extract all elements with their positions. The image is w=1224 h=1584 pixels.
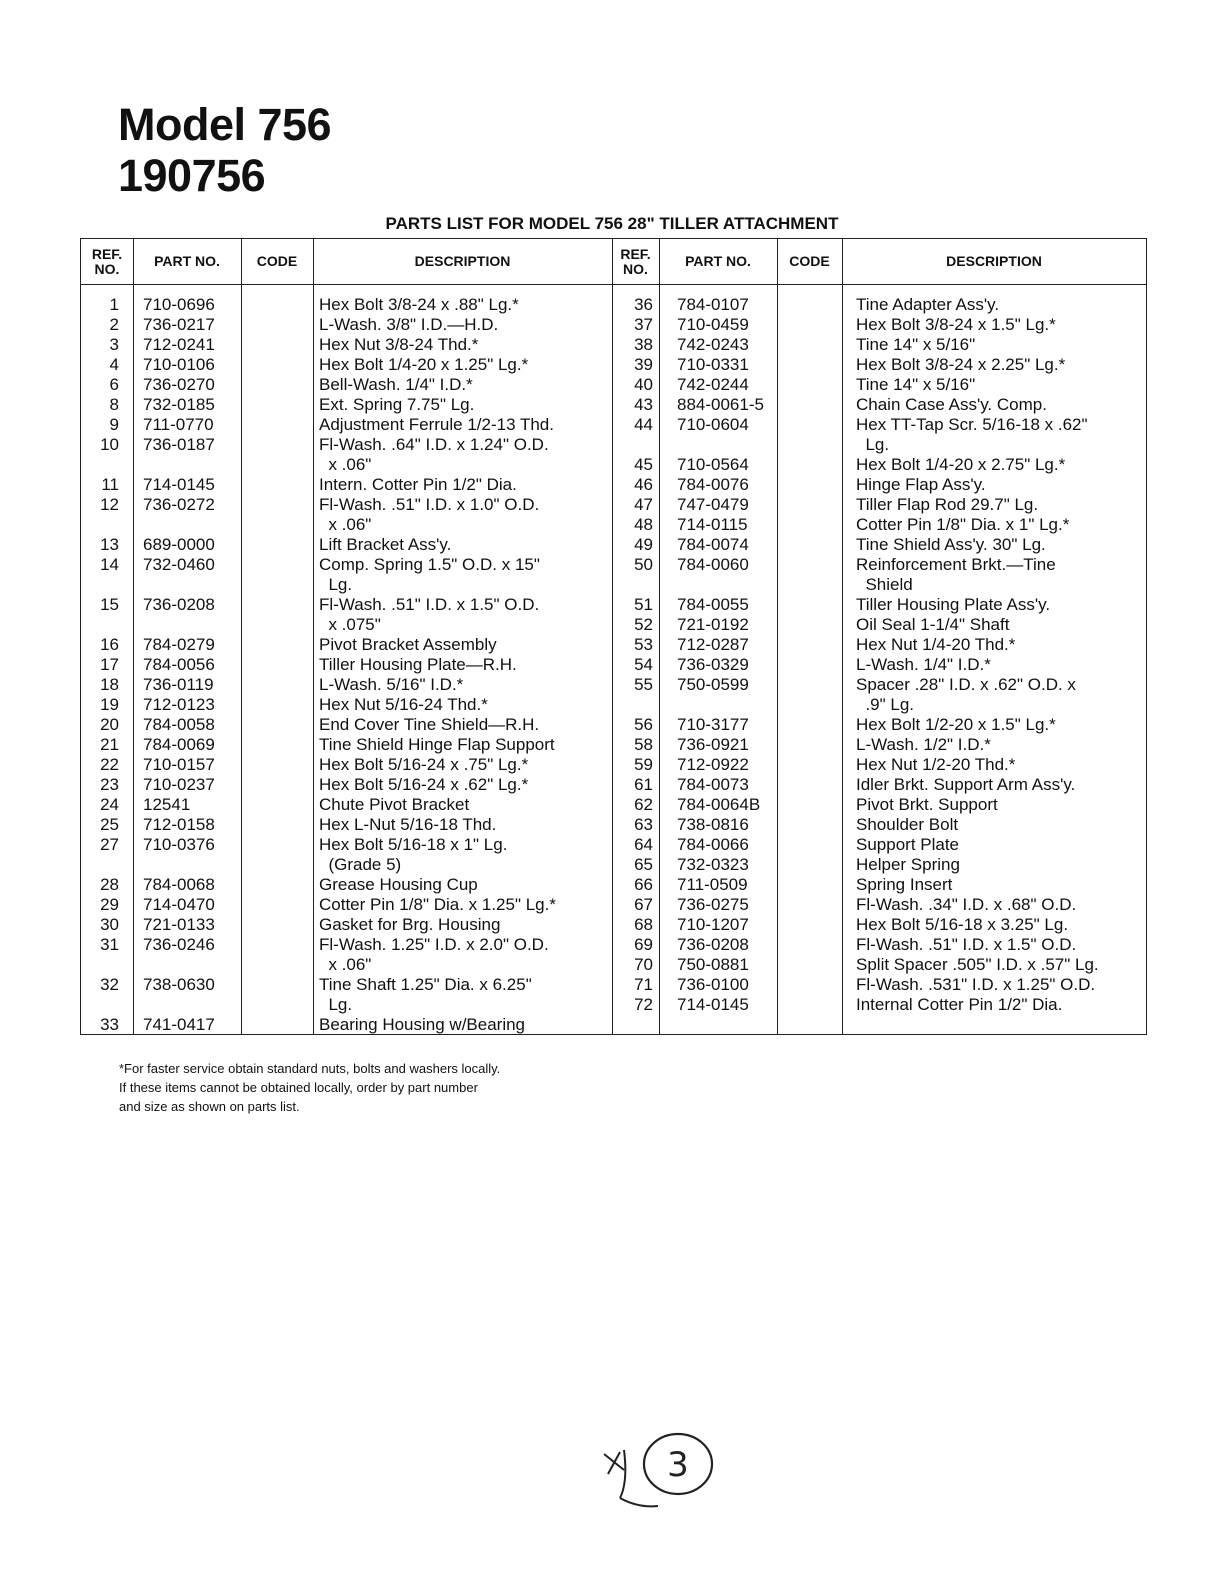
ref-no xyxy=(81,955,119,975)
ref-no: 29 xyxy=(100,895,119,914)
part-no: 784-0064B xyxy=(677,795,761,814)
part-no: 736-0208 xyxy=(143,595,215,614)
part-description: Fl-Wash. .51" I.D. x 1.0" O.D. xyxy=(319,495,540,514)
part-no: 736-0329 xyxy=(677,655,749,674)
part-no: 732-0185 xyxy=(143,395,215,414)
part-no xyxy=(677,575,775,595)
part-description: Helper Spring xyxy=(856,855,960,874)
part-no: 784-0060 xyxy=(677,555,749,574)
parts-list-heading: PARTS LIST FOR MODEL 756 28" TILLER ATTACHMENT xyxy=(385,214,839,233)
ref-no: 21 xyxy=(100,735,119,754)
part-no: 732-0323 xyxy=(677,855,749,874)
part-description: Tine 14" x 5/16" xyxy=(856,375,976,394)
ref-no: 9 xyxy=(109,415,119,434)
part-no: 710-0459 xyxy=(677,315,749,334)
part-description: (Grade 5) xyxy=(319,855,402,874)
column-rule xyxy=(133,239,134,1034)
ref-no: 53 xyxy=(634,635,653,654)
ref-no: 31 xyxy=(100,935,119,954)
part-no xyxy=(143,455,239,475)
ref-no: 27 xyxy=(100,835,119,854)
part-description: L-Wash. 5/16" I.D.* xyxy=(319,675,464,694)
part-description: Fl-Wash. .531" I.D. x 1.25" O.D. xyxy=(856,975,1096,994)
part-no: 741-0417 xyxy=(143,1015,215,1034)
ref-no: 54 xyxy=(634,655,653,674)
footnote xyxy=(119,1059,679,1116)
ref-no: 4 xyxy=(109,355,119,374)
ref-no xyxy=(81,515,119,535)
footnote-line: *For faster service obtain standard nuts, bolts and washers locally. xyxy=(119,1061,501,1076)
part-description: Lg. xyxy=(319,995,353,1014)
part-description: Intern. Cotter Pin 1/2" Dia. xyxy=(319,475,517,494)
part-description: Hex Bolt 3/8-24 x 2.25" Lg.* xyxy=(856,355,1066,374)
part-no: 884-0061-5 xyxy=(677,395,764,414)
part-no: 712-0158 xyxy=(143,815,215,834)
part-description: Support Plate xyxy=(856,835,960,854)
part-no: 784-0066 xyxy=(677,835,749,854)
part-no: 714-0145 xyxy=(677,995,749,1014)
model-title: Model 756 xyxy=(118,99,332,150)
description-column-right xyxy=(856,295,1144,1015)
part-description: Lift Bracket Ass'y. xyxy=(319,535,452,554)
ref-no: 52 xyxy=(634,615,653,634)
part-no: 710-0331 xyxy=(677,355,749,374)
part-no: 711-0509 xyxy=(677,875,748,894)
part-no: 736-0119 xyxy=(143,675,214,694)
part-no: 712-0922 xyxy=(677,755,749,774)
part-no: 784-0068 xyxy=(143,875,215,894)
part-column-left xyxy=(143,295,239,1035)
ref-no: 67 xyxy=(634,895,653,914)
ref-no: 45 xyxy=(634,455,653,474)
part-description: Fl-Wash. .51" I.D. x 1.5" O.D. xyxy=(856,935,1077,954)
part-no: 710-1207 xyxy=(677,915,749,934)
model-number: 190756 xyxy=(118,150,266,201)
ref-no: 72 xyxy=(634,995,653,1014)
part-description: Tiller Flap Rod 29.7" Lg. xyxy=(856,495,1039,514)
part-no: 784-0279 xyxy=(143,635,215,654)
part-description: Hex Bolt 1/4-20 x 2.75" Lg.* xyxy=(856,455,1066,474)
part-description: L-Wash. 1/4" I.D.* xyxy=(856,655,991,674)
part-no xyxy=(677,435,775,455)
part-description: Reinforcement Brkt.—Tine xyxy=(856,555,1056,574)
part-description: Fl-Wash. .34" I.D. x .68" O.D. xyxy=(856,895,1077,914)
part-description: Adjustment Ferrule 1/2-13 Thd. xyxy=(319,415,554,434)
part-no: 750-0599 xyxy=(677,675,749,694)
ref-no: 11 xyxy=(101,475,119,494)
parts-table xyxy=(80,238,1147,1035)
header-code-right: CODE xyxy=(777,239,842,285)
ref-no: 1 xyxy=(109,295,119,314)
ref-no: 12 xyxy=(100,495,119,514)
part-no xyxy=(143,575,239,595)
part-no: 736-0217 xyxy=(143,315,215,334)
ref-no: 46 xyxy=(634,475,653,494)
part-no: 784-0076 xyxy=(677,475,749,494)
part-description: x .06" xyxy=(319,515,372,534)
ref-no: 55 xyxy=(634,675,653,694)
ref-no: 61 xyxy=(634,775,653,794)
ref-no xyxy=(81,575,119,595)
part-no: 784-0055 xyxy=(677,595,749,614)
part-description: x .06" xyxy=(319,455,372,474)
part-description: Grease Housing Cup xyxy=(319,875,478,894)
part-no: 742-0243 xyxy=(677,335,749,354)
part-description: Comp. Spring 1.5" O.D. x 15" xyxy=(319,555,540,574)
ref-no: 70 xyxy=(634,955,653,974)
ref-no: 2 xyxy=(109,315,119,334)
part-no: 711-0770 xyxy=(143,415,214,434)
ref-no: 39 xyxy=(634,355,653,374)
part-no: 721-0192 xyxy=(677,615,749,634)
part-no: 710-0106 xyxy=(143,355,215,374)
ref-no: 3 xyxy=(109,335,119,354)
ref-no: 65 xyxy=(634,855,653,874)
part-description: Chain Case Ass'y. Comp. xyxy=(856,395,1047,414)
ref-no: 18 xyxy=(100,675,119,694)
column-rule xyxy=(313,239,314,1034)
ref-column-left xyxy=(81,295,119,1035)
part-description: Pivot Bracket Assembly xyxy=(319,635,497,654)
part-no xyxy=(143,515,239,535)
part-description: Spring Insert xyxy=(856,875,953,894)
part-description: Fl-Wash. 1.25" I.D. x 2.0" O.D. xyxy=(319,935,549,954)
header-code: CODE xyxy=(241,239,313,285)
header-part-no-right: PART NO. xyxy=(659,239,777,285)
part-description: Tiller Housing Plate—R.H. xyxy=(319,655,517,674)
part-no: 732-0460 xyxy=(143,555,215,574)
ref-no: 63 xyxy=(634,815,653,834)
part-no: 710-3177 xyxy=(677,715,749,734)
ref-no xyxy=(612,575,653,595)
ref-no: 15 xyxy=(100,595,119,614)
part-description: Hex Bolt 3/8-24 x 1.5" Lg.* xyxy=(856,315,1056,334)
ref-no: 33 xyxy=(100,1015,119,1034)
part-description: Shield xyxy=(856,575,913,594)
part-description: Cotter Pin 1/8" Dia. x 1" Lg.* xyxy=(856,515,1070,534)
part-description: Fl-Wash. .51" I.D. x 1.5" O.D. xyxy=(319,595,540,614)
part-description: x .06" xyxy=(319,955,372,974)
footnote-line: and size as shown on parts list. xyxy=(119,1099,300,1114)
part-no xyxy=(143,955,239,975)
ref-no xyxy=(81,455,119,475)
part-no: 747-0479 xyxy=(677,495,749,514)
ref-no: 48 xyxy=(634,515,653,534)
part-no: 712-0287 xyxy=(677,635,749,654)
part-no: 710-0604 xyxy=(677,415,749,434)
part-no xyxy=(677,695,775,715)
part-no: 736-0275 xyxy=(677,895,749,914)
part-no: 710-0157 xyxy=(143,755,215,774)
part-no: 712-0241 xyxy=(143,335,215,354)
ref-no: 50 xyxy=(634,555,653,574)
part-description: Hex Bolt 5/16-18 x 1" Lg. xyxy=(319,835,508,854)
header-ref-no-right: REF. NO. xyxy=(612,239,659,285)
ref-no: 43 xyxy=(634,395,653,414)
part-description: Internal Cotter Pin 1/2" Dia. xyxy=(856,995,1063,1014)
ref-no: 64 xyxy=(634,835,653,854)
part-no: 736-0270 xyxy=(143,375,215,394)
part-no: 714-0115 xyxy=(677,515,748,534)
part-no: 736-0100 xyxy=(677,975,749,994)
part-description: Pivot Brkt. Support xyxy=(856,795,998,814)
part-no: 784-0074 xyxy=(677,535,749,554)
part-description: Hex Nut 1/2-20 Thd.* xyxy=(856,755,1016,774)
part-no: 784-0056 xyxy=(143,655,215,674)
footnote-line: If these items cannot be obtained locally, order by part number xyxy=(119,1080,478,1095)
ref-no xyxy=(81,855,119,875)
part-no xyxy=(143,615,239,635)
part-description: Hex Bolt 1/2-20 x 1.5" Lg.* xyxy=(856,715,1056,734)
part-description: Hex Bolt 5/16-18 x 3.25" Lg. xyxy=(856,915,1069,934)
part-description: Hex Nut 3/8-24 Thd.* xyxy=(319,335,479,354)
part-no: 784-0069 xyxy=(143,735,215,754)
part-no: 736-0272 xyxy=(143,495,215,514)
part-no xyxy=(143,995,239,1015)
ref-no: 14 xyxy=(100,555,119,574)
ref-no: 8 xyxy=(109,395,119,414)
part-no: 736-0246 xyxy=(143,935,215,954)
part-no: 742-0244 xyxy=(677,375,749,394)
part-description: Tine Adapter Ass'y. xyxy=(856,295,1000,314)
part-description: Hex Nut 1/4-20 Thd.* xyxy=(856,635,1016,654)
part-description: Hex TT-Tap Scr. 5/16-18 x .62" xyxy=(856,415,1088,434)
part-no: 738-0816 xyxy=(677,815,749,834)
column-rule xyxy=(777,239,778,1034)
ref-no: 44 xyxy=(634,415,653,434)
part-description: Cotter Pin 1/8" Dia. x 1.25" Lg.* xyxy=(319,895,556,914)
ref-no: 38 xyxy=(634,335,653,354)
part-no: 710-0376 xyxy=(143,835,215,854)
part-description: Gasket for Brg. Housing xyxy=(319,915,501,934)
ref-no: 30 xyxy=(100,915,119,934)
part-no: 714-0470 xyxy=(143,895,215,914)
page-number-mark xyxy=(598,1412,728,1522)
part-description: Hex Bolt 5/16-24 x .75" Lg.* xyxy=(319,755,529,774)
header-description: DESCRIPTION xyxy=(313,239,612,285)
ref-no: 51 xyxy=(634,595,653,614)
ref-no: 24 xyxy=(100,795,119,814)
part-description: Ext. Spring 7.75" Lg. xyxy=(319,395,475,414)
part-description: Lg. xyxy=(319,575,353,594)
column-rule xyxy=(842,239,843,1034)
ref-no: 19 xyxy=(100,695,119,714)
part-description: L-Wash. 3/8" I.D.—H.D. xyxy=(319,315,499,334)
part-description: Shoulder Bolt xyxy=(856,815,959,834)
ref-no xyxy=(81,615,119,635)
ref-no: 23 xyxy=(100,775,119,794)
part-no xyxy=(143,855,239,875)
part-description: Hinge Flap Ass'y. xyxy=(856,475,986,494)
ref-no: 58 xyxy=(634,735,653,754)
part-no: 712-0123 xyxy=(143,695,215,714)
part-no: 784-0073 xyxy=(677,775,749,794)
part-description: Split Spacer .505" I.D. x .57" Lg. xyxy=(856,955,1099,974)
handwritten-initials xyxy=(604,1450,658,1506)
ref-no: 40 xyxy=(634,375,653,394)
description-column-left xyxy=(319,295,611,1035)
part-no: 710-0237 xyxy=(143,775,215,794)
part-description: Bearing Housing w/Bearing xyxy=(319,1015,526,1034)
part-no: 784-0107 xyxy=(677,295,749,314)
ref-no: 28 xyxy=(100,875,119,894)
part-column-right xyxy=(677,295,775,1015)
part-no: 784-0058 xyxy=(143,715,215,734)
part-description: Hex Nut 5/16-24 Thd.* xyxy=(319,695,488,714)
part-description: Spacer .28" I.D. x .62" O.D. x xyxy=(856,675,1076,694)
ref-no: 16 xyxy=(100,635,119,654)
part-description: Chute Pivot Bracket xyxy=(319,795,470,814)
part-description: Tine Shaft 1.25" Dia. x 6.25" xyxy=(319,975,532,994)
header-description-right: DESCRIPTION xyxy=(842,239,1146,285)
part-description: x .075" xyxy=(319,615,381,634)
part-description: Hex Bolt 1/4-20 x 1.25" Lg.* xyxy=(319,355,529,374)
ref-no xyxy=(612,695,653,715)
part-description: Hex Bolt 5/16-24 x .62" Lg.* xyxy=(319,775,529,794)
part-description: Tine Shield Hinge Flap Support xyxy=(319,735,555,754)
ref-no: 47 xyxy=(634,495,653,514)
ref-no: 32 xyxy=(100,975,119,994)
part-no: 736-0921 xyxy=(677,735,749,754)
ref-no: 25 xyxy=(100,815,119,834)
part-description: Tiller Housing Plate Ass'y. xyxy=(856,595,1051,614)
part-no: 750-0881 xyxy=(677,955,749,974)
ref-no: 59 xyxy=(634,755,653,774)
column-rule xyxy=(241,239,242,1034)
header-part-no: PART NO. xyxy=(133,239,241,285)
part-no: 12541 xyxy=(143,795,191,814)
part-description: Hex Bolt 3/8-24 x .88" Lg.* xyxy=(319,295,519,314)
part-no: 710-0564 xyxy=(677,455,749,474)
ref-no: 71 xyxy=(634,975,653,994)
ref-no: 20 xyxy=(100,715,119,734)
part-no: 736-0187 xyxy=(143,435,215,454)
part-no: 710-0696 xyxy=(143,295,215,314)
part-no: 721-0133 xyxy=(143,915,215,934)
ref-no: 22 xyxy=(100,755,119,774)
ref-column-right xyxy=(612,295,653,1015)
ref-no xyxy=(612,435,653,455)
ref-no: 56 xyxy=(634,715,653,734)
part-description: Lg. xyxy=(856,435,890,454)
ref-no: 13 xyxy=(100,535,119,554)
header-ref-no: REF. NO. xyxy=(81,239,133,285)
ref-no: 37 xyxy=(634,315,653,334)
part-description: .9" Lg. xyxy=(856,695,915,714)
ref-no: 62 xyxy=(634,795,653,814)
part-description: Oil Seal 1-1/4" Shaft xyxy=(856,615,1010,634)
ref-no: 6 xyxy=(109,375,119,394)
part-no: 736-0208 xyxy=(677,935,749,954)
ref-no: 49 xyxy=(634,535,653,554)
part-description: Bell-Wash. 1/4" I.D.* xyxy=(319,375,473,394)
part-no: 738-0630 xyxy=(143,975,215,994)
ref-no: 68 xyxy=(634,915,653,934)
column-rule xyxy=(659,239,660,1034)
ref-no: 17 xyxy=(100,655,119,674)
part-no: 689-0000 xyxy=(143,535,215,554)
part-description: L-Wash. 1/2" I.D.* xyxy=(856,735,991,754)
ref-no xyxy=(81,995,119,1015)
part-description: Tine 14" x 5/16" xyxy=(856,335,976,354)
part-no: 714-0145 xyxy=(143,475,215,494)
ref-no: 36 xyxy=(634,295,653,314)
part-description: Hex L-Nut 5/16-18 Thd. xyxy=(319,815,497,834)
ref-no: 69 xyxy=(634,935,653,954)
ref-no: 10 xyxy=(100,435,119,454)
part-description: Tine Shield Ass'y. 30" Lg. xyxy=(856,535,1046,554)
part-description: End Cover Tine Shield—R.H. xyxy=(319,715,540,734)
ref-no: 66 xyxy=(634,875,653,894)
part-description: Idler Brkt. Support Arm Ass'y. xyxy=(856,775,1076,794)
part-description: Fl-Wash. .64" I.D. x 1.24" O.D. xyxy=(319,435,549,454)
page-number: 3 xyxy=(667,1445,689,1485)
